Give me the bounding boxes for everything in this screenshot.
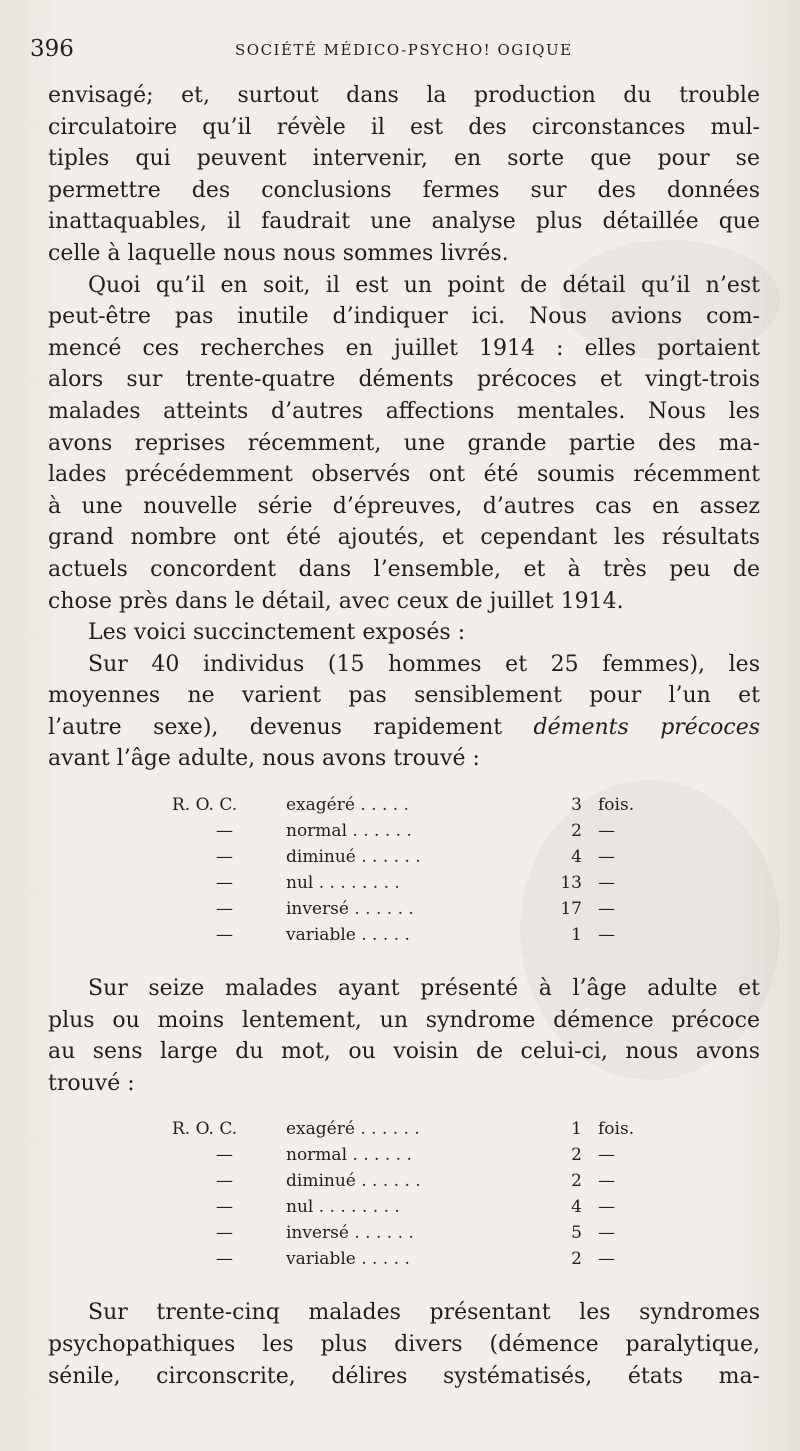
- text-line: inattaquables, il faudrait une analyse plus détaillée que: [48, 209, 760, 235]
- text-line: moyennes ne varient pas sensiblement pour l’un et: [48, 683, 760, 709]
- text-line: chose près dans le détail, avec ceux de juillet 1914.: [48, 588, 624, 614]
- row-term: [286, 873, 400, 893]
- text-fragment: l’autre sexe), devenus rapidement: [48, 714, 534, 740]
- text-line: à une nouvelle série d’épreuves, d’autres cas en assez: [48, 493, 760, 519]
- table-row: [48, 1223, 760, 1249]
- row-unit: —: [598, 847, 615, 868]
- row-unit: —: [598, 1249, 615, 1270]
- row-value: 1: [571, 1119, 582, 1140]
- row-unit: —: [598, 899, 615, 920]
- row-unit: —: [598, 925, 615, 946]
- text-line: peut-être pas inutile d’indiquer ici. Nous avions com-: [48, 304, 760, 330]
- leader-dots: . . . . . .: [361, 1171, 421, 1192]
- ditto-mark: —: [216, 873, 233, 894]
- term-text: variable: [286, 925, 356, 946]
- table-row: [48, 847, 760, 873]
- row-term: [286, 795, 409, 815]
- text-line: alors sur trente-quatre déments précoces et vingt-trois: [48, 367, 760, 393]
- row-unit: —: [598, 1145, 615, 1166]
- table-row: [48, 1145, 760, 1171]
- row-term: [286, 1223, 414, 1243]
- paragraph-4: [48, 649, 760, 775]
- row-value: 4: [571, 1197, 582, 1218]
- table-row: [48, 925, 760, 951]
- row-term: [286, 1171, 421, 1191]
- ditto-mark: —: [216, 899, 233, 920]
- page-number: 396: [30, 36, 74, 62]
- text-line: Sur trente-cinq malades présentant les syndromes: [88, 1300, 760, 1326]
- term-text: nul: [286, 873, 314, 894]
- text-line: avant l’âge adulte, nous avons trouvé :: [48, 746, 480, 772]
- row-unit: fois.: [598, 795, 635, 816]
- results-table-1: [48, 795, 760, 951]
- leader-dots: . . . . . .: [361, 847, 421, 868]
- results-table-2: [48, 1119, 760, 1275]
- row-term: [286, 1197, 400, 1217]
- term-text: normal: [286, 821, 348, 842]
- term-text: variable: [286, 1249, 356, 1270]
- paragraph-5: [48, 973, 760, 1099]
- row-value: 4: [571, 847, 582, 868]
- text-line: grand nombre ont été ajoutés, et cependant les résultats: [48, 525, 760, 551]
- ditto-mark: —: [216, 1145, 233, 1166]
- leader-dots: . . . . . . . .: [318, 1197, 400, 1218]
- term-text: diminué: [286, 847, 356, 868]
- row-value: 2: [571, 1145, 582, 1166]
- table-row: [48, 1119, 760, 1145]
- row-term: [286, 821, 412, 841]
- table-row: [48, 873, 760, 899]
- term-text: exagéré: [286, 1119, 355, 1140]
- row-term: [286, 1119, 420, 1139]
- text-line: Quoi qu’il en soit, il est un point de détail qu’il n’est: [88, 272, 760, 298]
- table-row: [48, 1249, 760, 1275]
- row-value: 1: [571, 925, 582, 946]
- row-value: 13: [560, 873, 582, 894]
- row-unit: —: [598, 1197, 615, 1218]
- term-text: inversé: [286, 899, 349, 920]
- term-text: diminué: [286, 1171, 356, 1192]
- term-text: nul: [286, 1197, 314, 1218]
- ditto-mark: —: [216, 925, 233, 946]
- row-unit: —: [598, 873, 615, 894]
- text-line: actuels concordent dans l’ensemble, et à très peu de: [48, 556, 760, 582]
- leader-dots: . . . . .: [360, 795, 409, 816]
- leader-dots: . . . . .: [361, 1249, 410, 1270]
- text-line: au sens large du mot, ou voisin de celui-ci, nous avons: [48, 1039, 760, 1065]
- text-line: tiples qui peuvent intervenir, en sorte que pour se: [48, 146, 760, 172]
- row-label: R. O. C.: [172, 795, 238, 816]
- row-unit: —: [598, 1223, 615, 1244]
- table-row: [48, 821, 760, 847]
- row-value: 2: [571, 1171, 582, 1192]
- leader-dots: . . . . . .: [360, 1119, 420, 1140]
- text-line: trouvé :: [48, 1070, 135, 1096]
- running-head: SOCIÉTÉ MÉDICO-PSYCHO! OGIQUE: [235, 41, 573, 59]
- text-line: sénile, circonscrite, délires systématisés, états ma-: [48, 1363, 760, 1389]
- row-value: 3: [571, 795, 582, 816]
- leader-dots: . . . . . .: [352, 821, 412, 842]
- row-unit: —: [598, 1171, 615, 1192]
- text-line: avons reprises récemment, une grande partie des ma-: [48, 430, 760, 456]
- italic-term: déments précoces: [533, 714, 761, 740]
- text-line: Sur 40 individus (15 hommes et 25 femmes), les: [88, 651, 760, 677]
- text-line: Sur seize malades ayant présenté à l’âge adulte et: [88, 976, 760, 1002]
- leader-dots: . . . . . .: [352, 1145, 412, 1166]
- row-value: 2: [571, 1249, 582, 1270]
- table-row: [48, 1197, 760, 1223]
- row-term: [286, 1145, 412, 1165]
- leader-dots: . . . . . .: [354, 1223, 414, 1244]
- text-line: malades atteints d’autres affections mentales. Nous les: [48, 398, 760, 424]
- ditto-mark: —: [216, 1249, 233, 1270]
- leader-dots: . . . . . . . .: [318, 873, 400, 894]
- row-term: [286, 1249, 410, 1269]
- body-text: [48, 80, 760, 1392]
- table-row: [48, 795, 760, 821]
- ditto-mark: —: [216, 1171, 233, 1192]
- text-line: permettre des conclusions fermes sur des données: [48, 177, 760, 203]
- text-line: [48, 712, 760, 744]
- row-term: [286, 847, 421, 867]
- term-text: inversé: [286, 1223, 349, 1244]
- text-line: circulatoire qu’il révèle il est des circonstances mul-: [48, 114, 760, 140]
- term-text: exagéré: [286, 795, 355, 816]
- text-line: envisagé; et, surtout dans la production du trouble: [48, 83, 760, 108]
- text-line: psychopathiques les plus divers (démence paralytique,: [48, 1332, 760, 1358]
- text-line: mencé ces recherches en juillet 1914 : elles portaient: [48, 335, 760, 361]
- leader-dots: . . . . .: [361, 925, 410, 946]
- ditto-mark: —: [216, 821, 233, 842]
- row-unit: —: [598, 821, 615, 842]
- paragraph-1: [48, 80, 760, 270]
- text-line: lades précédemment observés ont été soumis récemment: [48, 462, 760, 488]
- table-row: [48, 899, 760, 925]
- text-line: Les voici succinctement exposés :: [88, 620, 466, 646]
- paragraph-3: [48, 617, 760, 649]
- row-label: R. O. C.: [172, 1119, 238, 1140]
- paragraph-6: [48, 1297, 760, 1392]
- ditto-mark: —: [216, 1197, 233, 1218]
- paragraph-2: [48, 270, 760, 618]
- row-value: 17: [560, 899, 582, 920]
- row-term: [286, 899, 414, 919]
- text-line: plus ou moins lentement, un syndrome démence précoce: [48, 1007, 760, 1033]
- page-header: [30, 36, 750, 66]
- leader-dots: . . . . . .: [354, 899, 414, 920]
- table-row: [48, 1171, 760, 1197]
- term-text: normal: [286, 1145, 348, 1166]
- row-term: [286, 925, 410, 945]
- ditto-mark: —: [216, 1223, 233, 1244]
- row-value: 2: [571, 821, 582, 842]
- row-unit: fois.: [598, 1119, 635, 1140]
- text-line: celle à laquelle nous nous sommes livrés.: [48, 240, 509, 266]
- row-value: 5: [571, 1223, 582, 1244]
- ditto-mark: —: [216, 847, 233, 868]
